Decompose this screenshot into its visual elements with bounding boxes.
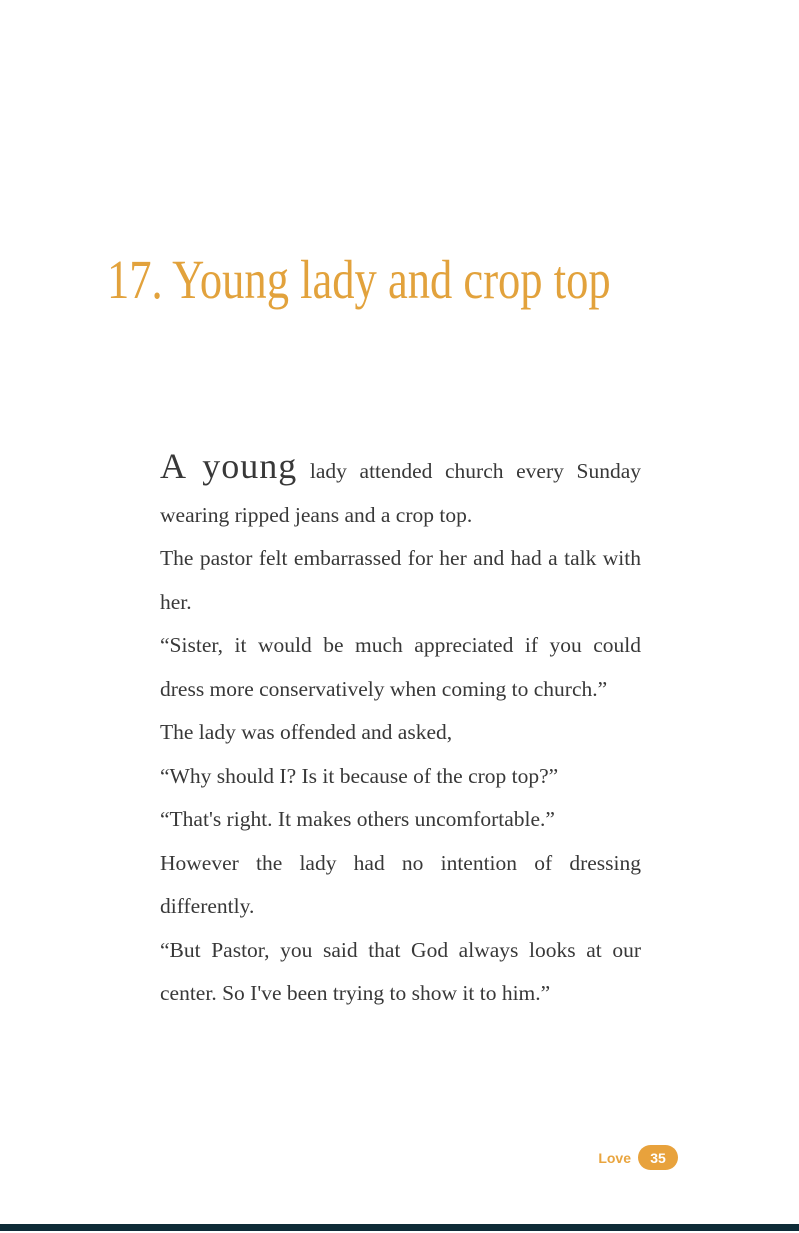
bottom-edge-bar xyxy=(0,1224,799,1231)
paragraph-text: lady attended church every Sunday wearing ripped jeans and a crop top. xyxy=(160,459,641,527)
paragraph: “Sister, it would be much appreciated if you could dress more conservatively when coming to church.” xyxy=(160,633,641,701)
paragraph: “Why should I? Is it because of the crop top?” xyxy=(160,763,559,788)
story-text xyxy=(160,448,641,1016)
paragraph: “But Pastor, you said that God always looks at our center. So I've been trying to show it to him.” xyxy=(160,937,641,1005)
page-number-badge: 35 xyxy=(638,1145,678,1170)
paragraph: However the lady had no intention of dressing differently. xyxy=(160,850,641,918)
chapter-title: 17. Young lady and crop top xyxy=(107,249,611,310)
paragraph: The lady was offended and asked, xyxy=(160,720,453,744)
paragraph xyxy=(160,448,641,537)
footer-category-label: Love xyxy=(598,1149,631,1166)
page-footer xyxy=(0,1145,678,1170)
paragraph: The pastor felt embarrassed for her and had a talk with her. xyxy=(160,546,641,614)
lead-in-text: A young xyxy=(160,446,298,486)
paragraph: “That's right. It makes others uncomfortable.” xyxy=(160,807,555,831)
